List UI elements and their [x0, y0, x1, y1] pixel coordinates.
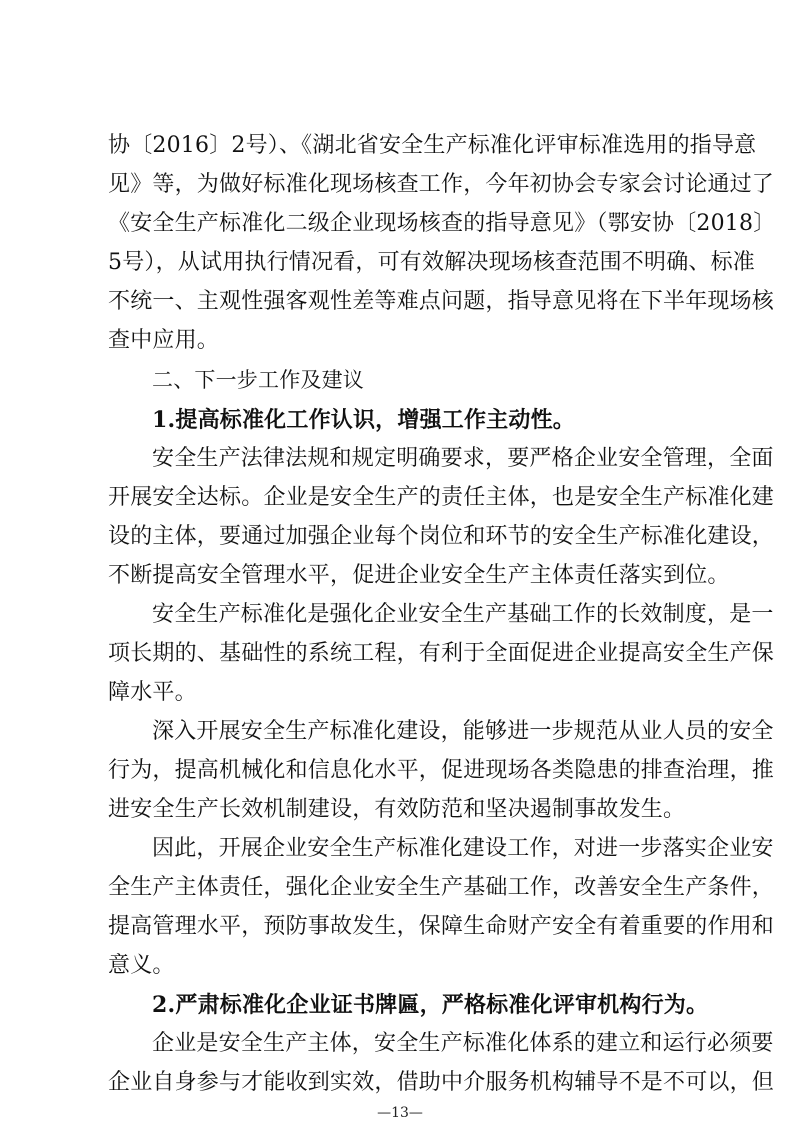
- continuation-line-4: 5号），从试用执行情况看，可有效解决现场核查范围不明确、标准: [108, 250, 755, 275]
- para-4-line-4: 意义。: [108, 953, 175, 978]
- para-2-line-2: 项长期的、基础性的系统工程，有利于全面促进企业提高安全生产保: [108, 641, 775, 666]
- para-2-line-1: 安全生产标准化是强化企业安全生产基础工作的长效制度，是一: [152, 602, 774, 627]
- para-1-line-4: 不断提高安全管理水平，促进企业安全生产主体责任落实到位。: [108, 563, 730, 588]
- para-2-line-3: 障水平。: [108, 680, 197, 705]
- page-number: —13—: [377, 1105, 423, 1121]
- para-4-line-3: 提高管理水平，预防事故发生，保障生命财产安全有着重要的作用和: [108, 914, 775, 939]
- para-5-line-1: 企业是安全生产主体，安全生产标准化体系的建立和运行必须要: [152, 1031, 774, 1056]
- continuation-line-1: 协〔2016〕2号）、《湖北省安全生产标准化评审标准选用的指导意: [108, 133, 757, 158]
- para-3-line-3: 进安全生产长效机制建设，有效防范和坚决遏制事故发生。: [108, 797, 686, 822]
- para-1-line-1: 安全生产法律法规和规定明确要求，要严格企业安全管理，全面: [152, 446, 774, 471]
- continuation-line-2: 见》等，为做好标准化现场核查工作，今年初协会专家会讨论通过了: [108, 172, 775, 197]
- continuation-line-3: 《安全生产标准化二级企业现场核查的指导意见》（鄂安协〔2018〕: [108, 211, 776, 236]
- para-4-line-2: 全生产主体责任，强化企业安全生产基础工作，改善安全生产条件，: [108, 875, 775, 900]
- para-5-line-2: 企业自身参与才能收到实效，借助中介服务机构辅导不是不可以，但: [108, 1070, 775, 1095]
- subheading-1: 1.提高标准化工作认识，增强工作主动性。: [152, 407, 575, 433]
- para-4-line-1: 因此，开展企业安全生产标准化建设工作，对进一步落实企业安: [152, 836, 774, 861]
- continuation-line-6: 查中应用。: [108, 328, 220, 353]
- continuation-line-5: 不统一、主观性强客观性差等难点问题，指导意见将在下半年现场核: [108, 289, 775, 314]
- para-1-line-3: 设的主体，要通过加强企业每个岗位和环节的安全生产标准化建设，: [108, 524, 775, 549]
- para-3-line-1: 深入开展安全生产标准化建设，能够进一步规范从业人员的安全: [152, 719, 774, 744]
- section-heading: 二、下一步工作及建议: [152, 368, 364, 392]
- subheading-2: 2.严肃标准化企业证书牌匾，严格标准化评审机构行为。: [152, 992, 709, 1018]
- para-3-line-2: 行为，提高机械化和信息化水平，促进现场各类隐患的排查治理，推: [108, 758, 775, 783]
- para-1-line-2: 开展安全达标。企业是安全生产的责任主体，也是安全生产标准化建: [108, 485, 775, 510]
